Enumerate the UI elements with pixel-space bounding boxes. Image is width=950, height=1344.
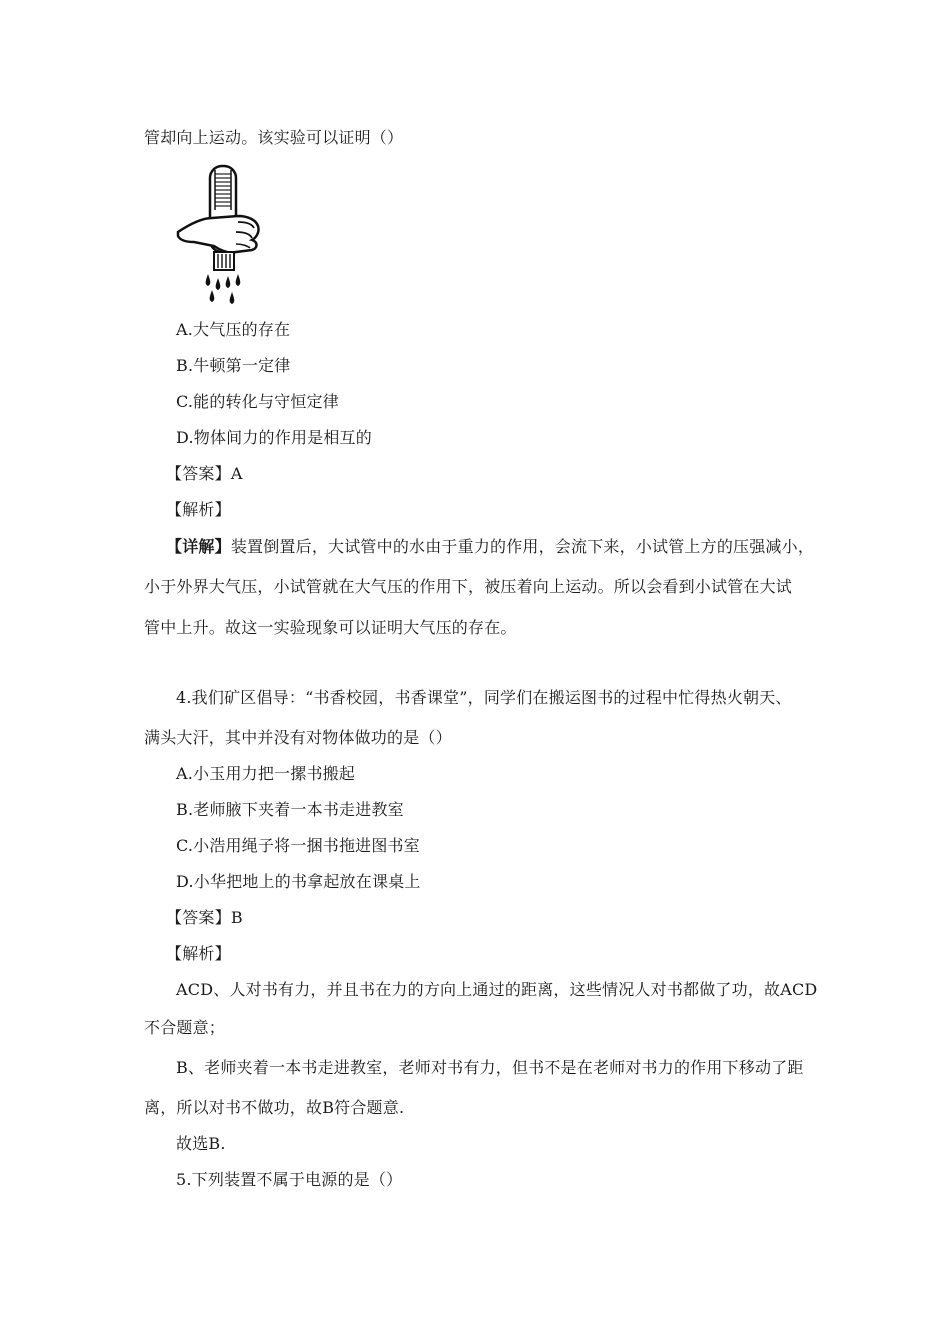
q3-detail-label: 【详解】 [166,537,231,556]
q3-detail-line-3: 管中上升。故这一实验现象可以证明大气压的存在。 [144,618,517,637]
q5-stem: 5.下列装置不属于电源的是（） [176,1170,403,1189]
q3-option-d: D.物体间力的作用是相互的 [176,428,372,447]
q3-answer-label: 【答案】 [166,464,231,483]
q3-detail-line-2: 小于外界大气压，小试管就在大气压的作用下，被压着向上运动。所以会看到小试管在大试 [144,577,793,596]
q4-option-a: A.小玉用力把一摞书搬起 [176,764,356,783]
q4-stem-line-1: 4.我们矿区倡导：“书香校园，书香课堂”，同学们在搬运图书的过程中忙得热火朝天、 [176,688,792,707]
q4-answer [166,908,243,928]
q4-analysis-line-4: 离，所以对书不做功，故B符合题意. [144,1098,405,1117]
q4-analysis-label: 【解析】 [166,944,231,963]
q4-answer-label: 【答案】 [166,908,231,927]
hand-holding-test-tube-icon [176,160,272,306]
q4-option-d: D.小华把地上的书拿起放在课桌上 [176,872,421,891]
q4-option-b: B.老师腋下夹着一本书走进教室 [176,800,404,819]
q3-detail-text-1: 装置倒置后，大试管中的水由于重力的作用，会流下来，小试管上方的压强减小， [230,537,815,556]
q4-analysis-line-3: B、老师夹着一本书走进教室，老师对书有力，但书不是在老师对书力的作用下移动了距 [176,1058,804,1077]
q4-stem-line-2: 满头大汗，其中并没有对物体做功的是（） [144,728,452,747]
q3-stem-tail: 管却向上运动。该实验可以证明（） [144,128,404,147]
q3-detail-line-1 [166,537,814,557]
q4-analysis-line-1: ACD、人对书有力，并且书在力的方向上通过的距离，这些情况人对书都做了功，故ACD [176,980,818,999]
q3-option-a: A.大气压的存在 [176,320,291,339]
q4-analysis-line-5: 故选B. [176,1134,226,1153]
q3-answer-value: A [230,464,243,483]
q4-option-c: C.小浩用绳子将一捆书拖进图书室 [176,836,420,855]
q3-analysis-label: 【解析】 [166,500,231,519]
q3-answer [166,464,243,484]
q3-option-b: B.牛顿第一定律 [176,356,291,375]
q4-analysis-line-2: 不合题意； [144,1018,226,1037]
q3-option-c: C.能的转化与守恒定律 [176,392,339,411]
q4-answer-value: B [230,908,243,927]
